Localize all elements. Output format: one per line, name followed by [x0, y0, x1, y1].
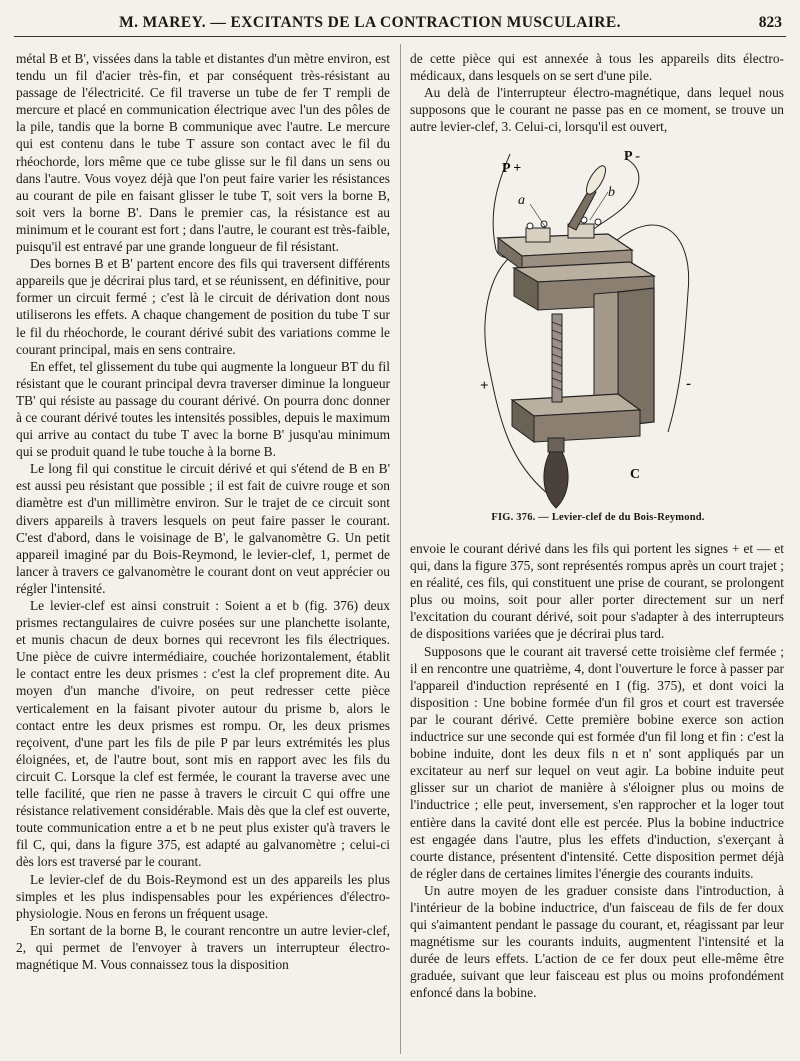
- label-minus: -: [686, 376, 691, 392]
- paragraph: métal B et B', vissées dans la table et distantes d'un mètre environ, est tendu un fil d'acier très-fin, et par conséquent très-résistant au passage de l'électricité. Ce fil traverse un tube de fer T rempli de mercure et placé en communication électrique avec l'un des pôles de la pile, tandis que la borne B communique avec l'autre. Le mercure qui est contenu dans le tube T assure son contact avec le fil du rhéochorde, lors même que ce tube glisse sur le fil dans un sens ou dans l'autre. Vous voyez déjà que l'on peut faire varier les résistances au courant de pile en faisant glisser le tube T, soit vers la borne B, soit vers la borne B'. Dans le premier cas, la résistance est au minimum et le courant est fort ; dans l'autre, le courant est très-faible, puisqu'il est entravé par une grande longueur de fil résistant.: [16, 51, 390, 255]
- paragraph: Le long fil qui constitue le circuit dérivé et qui s'étend de B en B' est aussi peu résistant que possible ; il est fait de cuivre rouge et son diamètre est d'un millimètre environ. Sur le trajet de ce circuit sont divers appareils à travers lesquels on peut faire passer le courant. C'est d'abord, dans le voisinage de B', le galvanomètre G. Un petit appareil imaginé par du Bois-Reymond, le levier-clef, 1, permet de lancer à travers ce galvanomètre le courant dont on veut apprécier ou régler l'intensité.: [16, 461, 390, 596]
- paragraph: En sortant de la borne B, le courant rencontre un autre levier-clef, 2, qui permet de l'envoyer à travers un interrupteur électro-magnétique M. Vous connaissez tous la disposition: [16, 922, 390, 972]
- header-author: M. MAREY.: [119, 14, 207, 31]
- levier-clef-figure: [418, 142, 778, 522]
- paragraph: En effet, tel glissement du tube qui augmente la longueur BT du fil résistant que le courant principal devra traverser diminue la longueur TB' qui résiste au passage du courant dérivé. On pourra donc donner à ce courant dérivé toutes les intensités possibles, depuis le maximum qui arrive au contact du tube T avec la borne B' jusqu'au minimum qui se produit quand le tube touche à la borne B.: [16, 358, 390, 460]
- paragraph: de cette pièce qui est annexée à tous les appareils dits électro-médicaux, dans lesquels on se sert d'une pile.: [410, 51, 784, 84]
- clamp-foot-side: [534, 410, 640, 442]
- page-number: 823: [758, 14, 782, 31]
- label-b: b: [608, 185, 615, 200]
- clamp-screw: [552, 314, 562, 402]
- terminal: [595, 219, 601, 225]
- right-column-bottom: [410, 540, 784, 1002]
- left-column: [16, 50, 390, 973]
- label-p-plus: P +: [502, 161, 522, 176]
- paragraph: Le levier-clef est ainsi construit : Soient a et b (fig. 376) deux prismes rectangulaires de cuivre posées sur une planchette isolante, et munis chacun de deux bornes qui recevront les fils électriques. Une pièce de cuivre intermédiaire, couchée horizontalement, établit le contact entre les deux prismes : c'est la clef proprement dite. Au moyen d'un manche d'ivoire, on peut redresser cette pièce verticalement en la faisant pivoter autour du prisme b, alors le contact entre les deux prismes est rompu. Or, les deux prismes reçoivent, d'une part les fils de pile P par leurs extrémités les plus éloignées, et, de l'autre bout, sont mis en rapport avec les fils du circuit C. Lorsque la clef est fermée, le courant la traverse avec une telle facilité, que rien ne passe à travers le circuit C qui offre une résistance relativement considérable. Mais dès que la clef est ouverte, toute communication entre a et b ne peut plus exister qu'à travers le fil C, qui, dans la figure 375, est adapté au galvanomètre ; celui-ci dès lors est traversé par le courant.: [16, 598, 390, 870]
- figure-caption: FIG. 376. — Levier-clef de du Bois-Reymond.: [491, 512, 705, 523]
- handle-collar: [548, 438, 564, 452]
- terminal: [527, 223, 533, 229]
- label-a: a: [518, 193, 525, 208]
- paragraph: envoie le courant dérivé dans les fils qui portent les signes + et — et qui, dans la figure 375, sont représentés rompus après un court trajet ; en réalité, ces fils, qui constituent une prise de courant, se prolongent plus ou moins, soit pour aller porter directement sur un nerf l'excitation du courant dérivé, soit pour s'adapter à des interrupteurs de dispositions variées que je décrirai plus tard.: [410, 541, 784, 642]
- running-header: [14, 10, 786, 37]
- header-subject: — EXCITANTS DE LA CONTRACTION MUSCULAIRE.: [210, 14, 621, 31]
- paragraph: Des bornes B et B' partent encore des fils qui traversent différents appareils que je décrirai plus tard, et se réunissent, en définitive, pour former un circuit fermé ; c'est là le circuit de dérivation dont nous utiliserons les effets. A chaque changement de position du tube T sur le fil du rhéochorde, le courant dérivé subit des variations comme le courant principal, mais en sens contraire.: [16, 256, 390, 357]
- paragraph: Un autre moyen de les graduer consiste dans l'introduction, à l'intérieur de la bobine inductrice, d'un faisceau de fils de fer doux qui s'aimantent pendant le passage du courant, et, réagissant par leur magnétisme sur les courants induits, augmentent l'intensité et la durée de leurs effets. L'action de ce fer doux peut elle-même être graduée, suivant que leur faisceau est plus ou moins profondément enfoncé dans la bobine.: [410, 882, 784, 1001]
- right-column-top: [410, 50, 784, 135]
- label-c: C: [630, 467, 641, 482]
- column-divider: [400, 44, 401, 1054]
- handle-grip: [544, 452, 568, 508]
- paragraph: Au delà de l'interrupteur électro-magnétique, dans lequel nous supposons que le courant ne passe pas en ce moment, se trouve un autre levier-clef, 3. Celui-ci, lorsqu'il est ouvert,: [410, 85, 784, 135]
- prism-a: [526, 228, 550, 242]
- header-title: [14, 14, 726, 32]
- label-plus: +: [480, 378, 489, 394]
- label-p-minus: P -: [624, 149, 640, 164]
- paragraph: Supposons que le courant ait traversé cette troisième clef fermée ; il en rencontre une quatrième, 4, dont l'ouverture le force à passer par l'appareil d'induction représenté en I (fig. 375), et dont voici la disposition : Une bobine formée d'un fil gros et court est traversée par le courant dérivé. Cette première bobine exerce son action inductrice sur une seconde qui est formée d'un fil long et fin : c'est la bobine induite, dont les deux fils n et n' sont appliqués par un excitateur au nerf sur lequel on veut agir. La bobine induite peut glisser sur un chariot de manière à s'éloigner plus ou moins de l'inductrice ; elle peut, inversement, s'en rapprocher et la loger tout entière dans la cavité dont elle est percée. Plus la bobine inductrice est engagée dans l'autre, plus les effets d'induction, s'exerçant à courte distance, présentent d'intensité. Cette disposition permet déjà de régler dans de certaines limites l'énergie des courants induits.: [410, 643, 784, 881]
- paragraph: Le levier-clef de du Bois-Reymond est un des appareils les plus simples et les plus indispensables pour les expériences d'électro-physiologie. Nous en ferons un fréquent usage.: [16, 871, 390, 921]
